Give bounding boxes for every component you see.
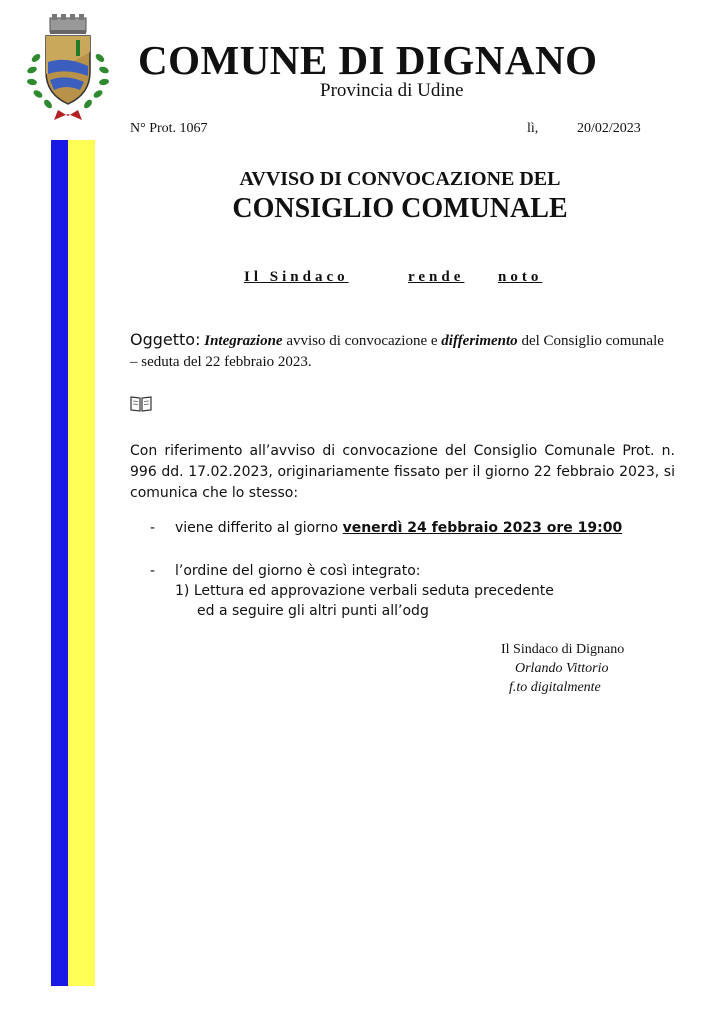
sub-item-1: 1) Lettura ed approvazione verbali seduta precedente <box>175 583 554 599</box>
signature-role: Il Sindaco di Dignano <box>501 642 625 657</box>
list-item-2: l’ordine del giorno è così integrato: <box>175 563 421 579</box>
subject-text-2: del Consiglio comunale – seduta del 22 febbraio 2023. <box>130 333 664 370</box>
province-subtitle: Provincia di Udine <box>320 80 464 101</box>
subject-text-1: avviso di convocazione e <box>282 333 442 349</box>
document-date: 20/02/2023 <box>577 121 641 136</box>
announce-word-1: Il Sindaco <box>244 269 349 285</box>
protocol-number: N° Prot. 1067 <box>130 121 208 136</box>
blue-stripe <box>51 140 68 986</box>
subject-keyword-differimento: differimento <box>441 333 518 349</box>
sub-item-1-continued: ed a seguire gli altri punti all’odg <box>197 603 429 619</box>
body-paragraph: Con riferimento all’avviso di convocazione del Consiglio Comunale Prot. n. 996 dd. 17.02.2023, originariamente fissato per il giorno 22 febbraio 2023, si comunica che lo stesso: <box>130 443 675 501</box>
place-marker: lì, <box>527 121 539 136</box>
signature-note: f.to digitalmente <box>509 680 601 695</box>
yellow-stripe <box>68 140 95 986</box>
list-dash-1: - <box>150 520 156 536</box>
announce-word-2: rende <box>408 269 465 285</box>
announce-word-3: noto <box>498 269 543 285</box>
coat-of-arms-icon <box>20 14 116 124</box>
signature-name: Orlando Vittorio <box>515 661 609 676</box>
open-book-icon <box>130 395 152 413</box>
subject-paragraph <box>130 329 675 373</box>
new-date-highlight: venerdì 24 febbraio 2023 ore 19:00 <box>342 520 623 536</box>
subject-label: Oggetto: <box>130 330 201 349</box>
notice-heading-line2: CONSIGLIO COMUNALE <box>232 193 568 224</box>
municipality-title: COMUNE DI DIGNANO <box>138 37 598 83</box>
notice-heading-line1: AVVISO DI CONVOCAZIONE DEL <box>239 168 561 190</box>
list-item-1-text: viene differito al giorno <box>175 520 343 536</box>
list-dash-2: - <box>150 563 156 579</box>
list-item-1 <box>175 520 622 536</box>
subject-keyword-integrazione: Integrazione <box>204 333 283 349</box>
